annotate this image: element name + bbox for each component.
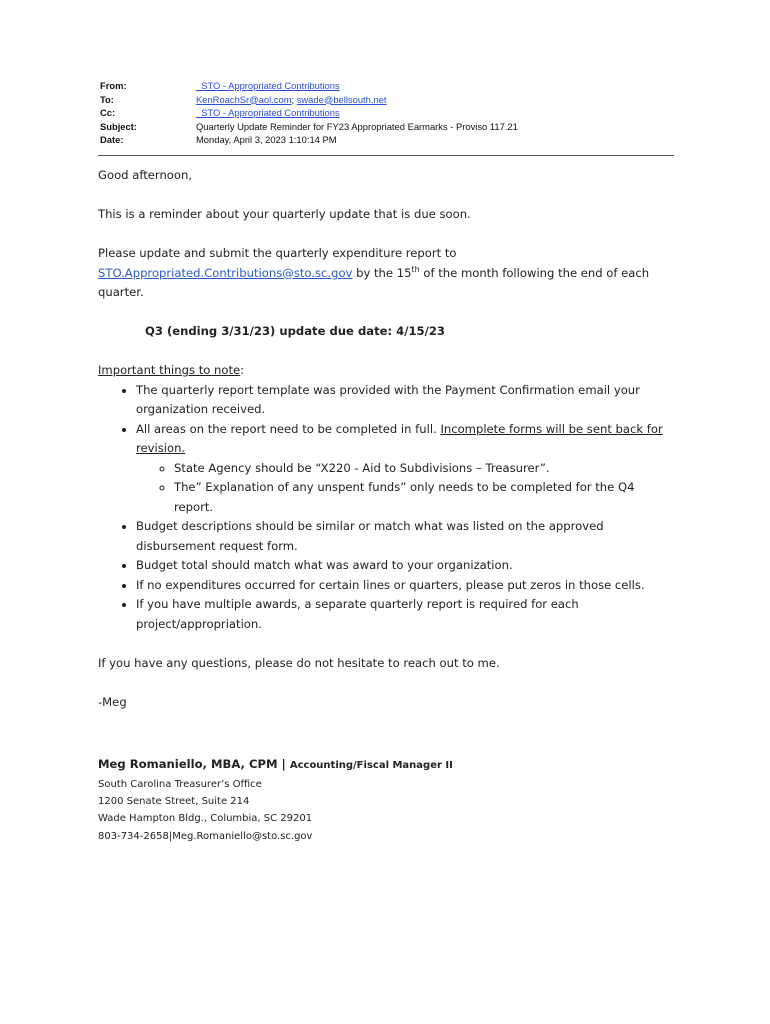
notes-list [98,381,670,635]
submit-text-3: of the month following the end of each quarter. [98,265,650,299]
questions-text: If you have any questions, please do not hesitate to reach out to me. [98,655,500,670]
list-item: • The quarterly report template was provided with the Payment Confirmation email your organization received. [136,381,670,420]
note-2-text: All areas on the report need to be completed in full. [136,421,441,436]
signature-office: South Carolina Treasurer’s Office [98,779,262,790]
from-label: From: [100,80,127,91]
from-value[interactable]: _STO - Appropriated Contributions [196,80,340,91]
due-date-line: Q3 (ending 3/31/23) update due date: 4/15/23 [145,324,445,338]
to-label: To: [100,93,114,105]
date-value: Monday, April 3, 2023 1:10:14 PM [196,134,337,146]
subnotes-list [136,459,670,518]
list-item: • If you have multiple awards, a separate quarterly report is required for each project/appropriation. [136,595,670,634]
cc-label: Cc: [100,107,116,119]
email-body [98,166,670,712]
submit-text-1: Please update and submit the quarterly expenditure report to [98,246,457,260]
list-item: • Budget total should match what was award to your organization. [136,556,670,576]
list-item [136,420,670,518]
signature-title: Accounting/Fiscal Manager II [289,760,453,771]
date-label: Date: [100,134,124,146]
cc-value[interactable]: _STO - Appropriated Contributions [196,107,340,119]
signature-name-line [98,754,453,776]
to-recipient-1[interactable]: KenRoachSr@aol.com [196,93,292,105]
subject-row [100,120,675,134]
submit-text-2: by the 15 [352,265,412,280]
signature-address-2: Wade Hampton Bldg., Columbia, SC 29201 [98,813,313,825]
to-separator: ; [291,93,295,105]
subject-label: Subject: [100,120,137,132]
to-recipient-2[interactable]: swade@bellsouth.net [296,93,387,105]
notes-heading-text: Important things to note [98,363,241,377]
list-item: • Budget descriptions should be similar or match what was listed on the approved disbursement request form. [136,517,670,556]
submit-paragraph [98,244,670,303]
signature-address-1: 1200 Senate Street, Suite 214 [98,796,250,808]
from-row [100,79,675,93]
signature-block [98,754,453,845]
list-item: ◦ State Agency should be “X220 - Aid to Subdivisions – Treasurer”. [174,459,670,479]
header-divider [98,155,674,156]
email-header [100,79,675,147]
notes-heading [98,361,670,381]
list-item: • If no expenditures occurred for certain lines or quarters, please put zeros in those cells. [136,576,670,596]
subject-value: Quarterly Update Reminder for FY23 Appropriated Earmarks - Proviso 117.21 [196,120,518,132]
reminder-text: This is a reminder about your quarterly update that is due soon. [98,207,471,221]
submit-email-link[interactable]: STO.Appropriated.Contributions@sto.sc.gov [98,265,353,280]
signature-name: Meg Romaniello, MBA, CPM | [98,757,290,771]
note-2-underlined: Incomplete forms will be sent back for revision. [136,421,663,455]
greeting: Good afternoon, [98,168,193,182]
to-row [100,93,675,107]
closing-text: -Meg [98,694,127,709]
cc-row [100,106,675,120]
list-item: ◦ The” Explanation of any unspent funds” only needs to be completed for the Q4 report. [174,478,670,517]
notes-heading-colon: : [240,363,245,377]
signature-contact: 803-734-2658|Meg.Romaniello@sto.sc.gov [98,830,313,842]
ordinal-suffix: th [411,264,420,274]
date-row [100,133,675,147]
